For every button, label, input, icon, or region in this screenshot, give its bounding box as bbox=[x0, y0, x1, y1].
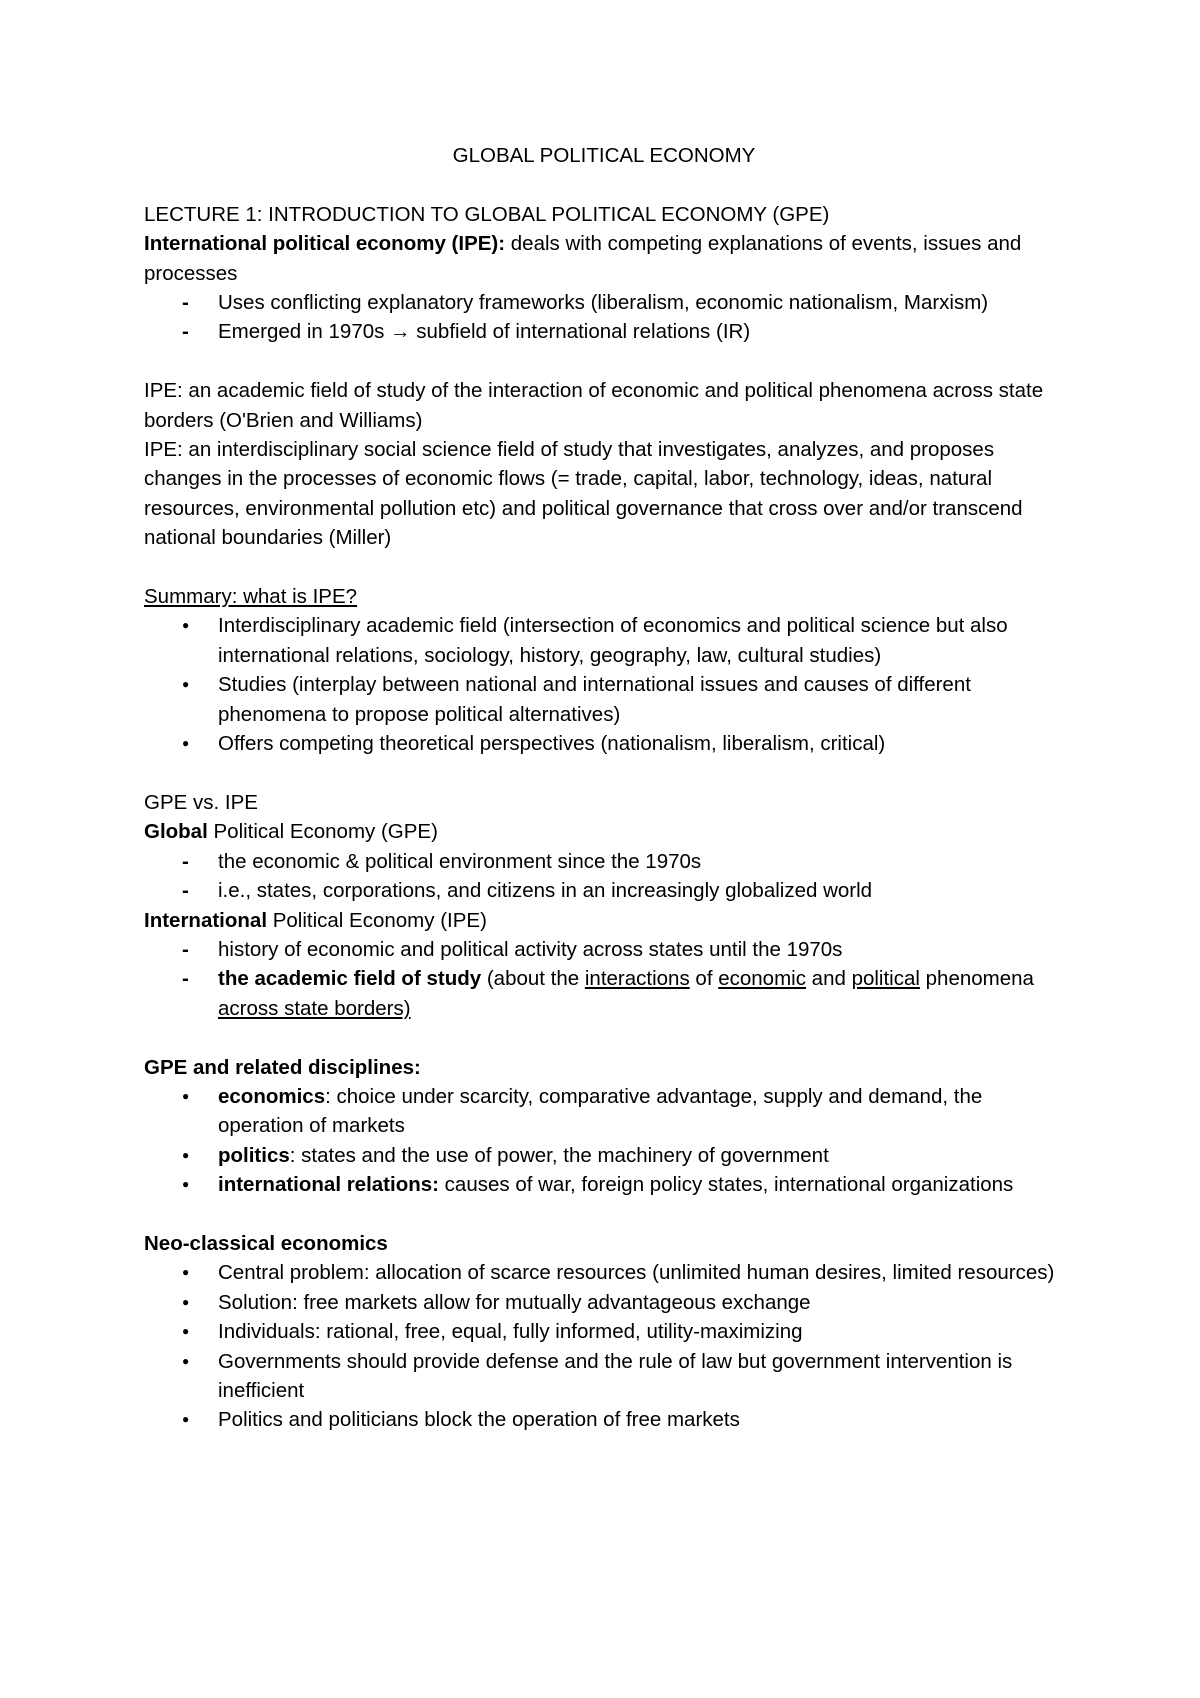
bullet-icon bbox=[182, 1082, 189, 1114]
list-item: - Uses conflicting explanatory frameworks (liberalism, economic nationalism, Marxism) bbox=[144, 288, 1064, 317]
list-item: - history of economic and political activity across states until the 1970s bbox=[144, 935, 1064, 964]
document-page bbox=[144, 141, 1064, 1435]
gpe-list bbox=[144, 847, 1064, 906]
ipe-list bbox=[144, 935, 1064, 1023]
list-item: ● Interdisciplinary academic field (intersection of economics and political science but also international relations, sociology, history, geography, law, cultural studies) bbox=[144, 611, 1064, 670]
ipe-label: International Political Economy (IPE) bbox=[144, 908, 487, 932]
neoclassical-heading: Neo-classical economics bbox=[144, 1231, 388, 1255]
list-item: - i.e., states, corporations, and citizens in an increasingly globalized world bbox=[144, 876, 1064, 905]
summary-list bbox=[144, 611, 1064, 758]
list-item: ● Individuals: rational, free, equal, fully informed, utility-maximizing bbox=[144, 1317, 1064, 1346]
list-item: ● Solution: free markets allow for mutually advantageous exchange bbox=[144, 1288, 1064, 1317]
bullet-icon bbox=[182, 1141, 189, 1173]
bullet-icon bbox=[182, 729, 189, 761]
list-item: - the economic & political environment since the 1970s bbox=[144, 847, 1064, 876]
ipe-definition-term: International political economy (IPE): bbox=[144, 232, 506, 256]
bullet-icon bbox=[182, 611, 189, 643]
bullet-icon bbox=[182, 1288, 189, 1320]
list-item: - the academic field of study (about the interactions of economic and political phenomena across state borders) bbox=[144, 964, 1064, 1023]
bullet-icon bbox=[182, 1317, 189, 1349]
ipe-points-list bbox=[144, 288, 1064, 347]
disciplines-list bbox=[144, 1082, 1064, 1200]
definition-obrien: IPE: an academic field of study of the interaction of economic and political phenomena across state borders (O'Brien and Williams) bbox=[144, 379, 1044, 432]
bullet-icon bbox=[182, 670, 189, 702]
list-item: ● Offers competing theoretical perspectives (nationalism, liberalism, critical) bbox=[144, 729, 1064, 758]
list-item: - Emerged in 1970s → subfield of international relations (IR) bbox=[144, 317, 1064, 346]
list-item: ● politics: states and the use of power, the machinery of government bbox=[144, 1141, 1064, 1170]
list-item: ● Studies (interplay between national and international issues and causes of different phenomena to propose political alternatives) bbox=[144, 670, 1064, 729]
neoclassical-list bbox=[144, 1258, 1064, 1434]
ipe-definition bbox=[144, 229, 1064, 288]
right-arrow-icon: → bbox=[390, 320, 411, 344]
gpe-label: Global Political Economy (GPE) bbox=[144, 820, 438, 844]
bullet-icon bbox=[182, 1170, 189, 1202]
list-item: ● Politics and politicians block the operation of free markets bbox=[144, 1405, 1064, 1434]
bullet-icon bbox=[182, 1405, 189, 1437]
disciplines-heading: GPE and related disciplines: bbox=[144, 1055, 421, 1079]
list-item: ● international relations: causes of war, foreign policy states, international organizations bbox=[144, 1170, 1064, 1199]
gpe-vs-ipe-heading: GPE vs. IPE bbox=[144, 790, 258, 814]
ipe-definition-text: deals with competing explanations of events, issues and processes bbox=[144, 232, 1022, 285]
bullet-icon bbox=[182, 1347, 189, 1379]
summary-heading: Summary: what is IPE? bbox=[144, 585, 358, 609]
list-item: ● economics: choice under scarcity, comparative advantage, supply and demand, the operation of markets bbox=[144, 1082, 1064, 1141]
list-item: ● Governments should provide defense and the rule of law but government intervention is inefficient bbox=[144, 1347, 1064, 1406]
document-title: GLOBAL POLITICAL ECONOMY bbox=[452, 144, 756, 167]
lecture-heading: LECTURE 1: INTRODUCTION TO GLOBAL POLITICAL ECONOMY (GPE) bbox=[144, 202, 830, 226]
list-item: ● Central problem: allocation of scarce resources (unlimited human desires, limited resources) bbox=[144, 1258, 1064, 1287]
definition-miller: IPE: an interdisciplinary social science field of study that investigates, analyzes, and proposes changes in the processes of economic flows (= trade, capital, labor, technology, ideas, natural resources, environmental pollution etc) and political governance that cross over and/or transcend national boundaries (Miller) bbox=[144, 438, 1023, 550]
bullet-icon bbox=[182, 1258, 189, 1290]
